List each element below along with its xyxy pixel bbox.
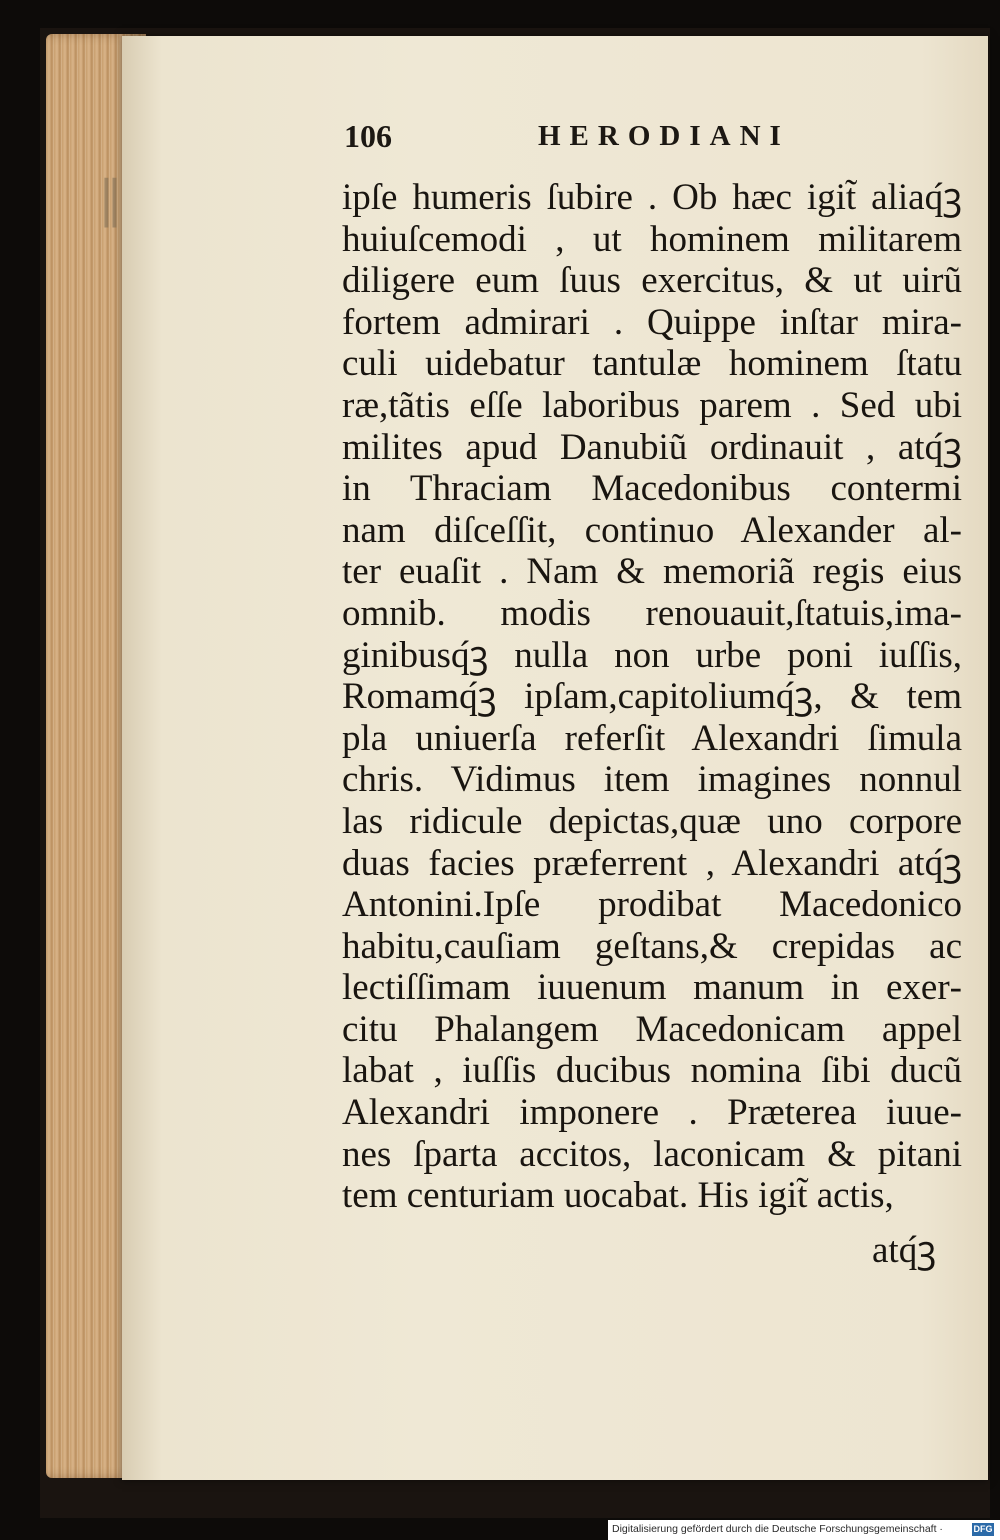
text-line: culi uidebatur tantulæ hominem ſtatu bbox=[342, 343, 962, 385]
footer-credit: Digitalisierung gefördert durch die Deutsche Forschungsgemeinschaft · bbox=[612, 1523, 943, 1535]
text-line: nes ſparta accitos, laconicam & pitani bbox=[342, 1133, 962, 1175]
text-line: citu Phalangem Macedonicam appel bbox=[342, 1008, 962, 1050]
text-line: chris. Vidimus item imagines nonnul bbox=[342, 759, 962, 801]
text-line: Romamq́ꝫ ipſam,capitoliumq́ꝫ, & tem bbox=[342, 676, 962, 718]
text-line: ipſe humeris ſubire . Ob hæc igit̃ aliaq́ꝫ bbox=[342, 177, 962, 218]
text-line: nam diſceſſit, continuo Alexander al‐ bbox=[342, 509, 962, 551]
text-line: ter euaſit . Nam & memoriã regis eius bbox=[342, 551, 962, 593]
margin-mark: ‖ bbox=[98, 170, 123, 228]
text-line: diligere eum ſuus exercitus, & ut uirũ bbox=[342, 260, 962, 302]
page-number: 106 bbox=[344, 118, 392, 154]
dfg-logo-icon: DFG bbox=[973, 1524, 993, 1534]
text-line: in Thraciam Macedonibus contermi bbox=[342, 468, 962, 510]
text-line: labat , iuſſis ducibus nomina ſibi ducũ bbox=[342, 1050, 962, 1092]
running-head: HERODIANI bbox=[538, 120, 790, 152]
text-line: las ridicule depictas,quæ uno corpore bbox=[342, 800, 962, 842]
text-line: huiuſcemodi , ut hominem militarem bbox=[342, 218, 962, 260]
page-header bbox=[344, 118, 844, 168]
text-line: Antonini.Ipſe prodibat Macedonico bbox=[342, 884, 962, 926]
text-line: lectiſſimam iuuenum manum in exer‐ bbox=[342, 967, 962, 1009]
text-line: ræ,tãtis eſſe laboribus parem . Sed ubi bbox=[342, 384, 962, 426]
text-line: duas facies præferrent , Alexandri atq́ꝫ bbox=[342, 842, 962, 884]
text-line: fortem admirari . Quippe inſtar mira‐ bbox=[342, 301, 962, 343]
text-line: ginibusq́ꝫ nulla non urbe poni iuſſis, bbox=[342, 634, 962, 676]
text-line: omnib. modis renouauit,ſtatuis,ima‐ bbox=[342, 592, 962, 634]
text-line: milites apud Danubiũ ordinauit , atq́ꝫ bbox=[342, 426, 962, 468]
text-line: habitu,cauſiam geſtans,& crepidas ac bbox=[342, 925, 962, 967]
text-line: Alexandri imponere . Præterea iuue‐ bbox=[342, 1092, 962, 1134]
digitization-footer bbox=[608, 1520, 1000, 1540]
text-line: tem centuriam uocabat. His igit̃ actis, bbox=[342, 1175, 894, 1217]
body-text bbox=[342, 177, 962, 1217]
catchword: atq́ꝫ bbox=[872, 1230, 937, 1271]
text-line: pla uniuerſa referſit Alexandri ſimula bbox=[342, 717, 962, 759]
